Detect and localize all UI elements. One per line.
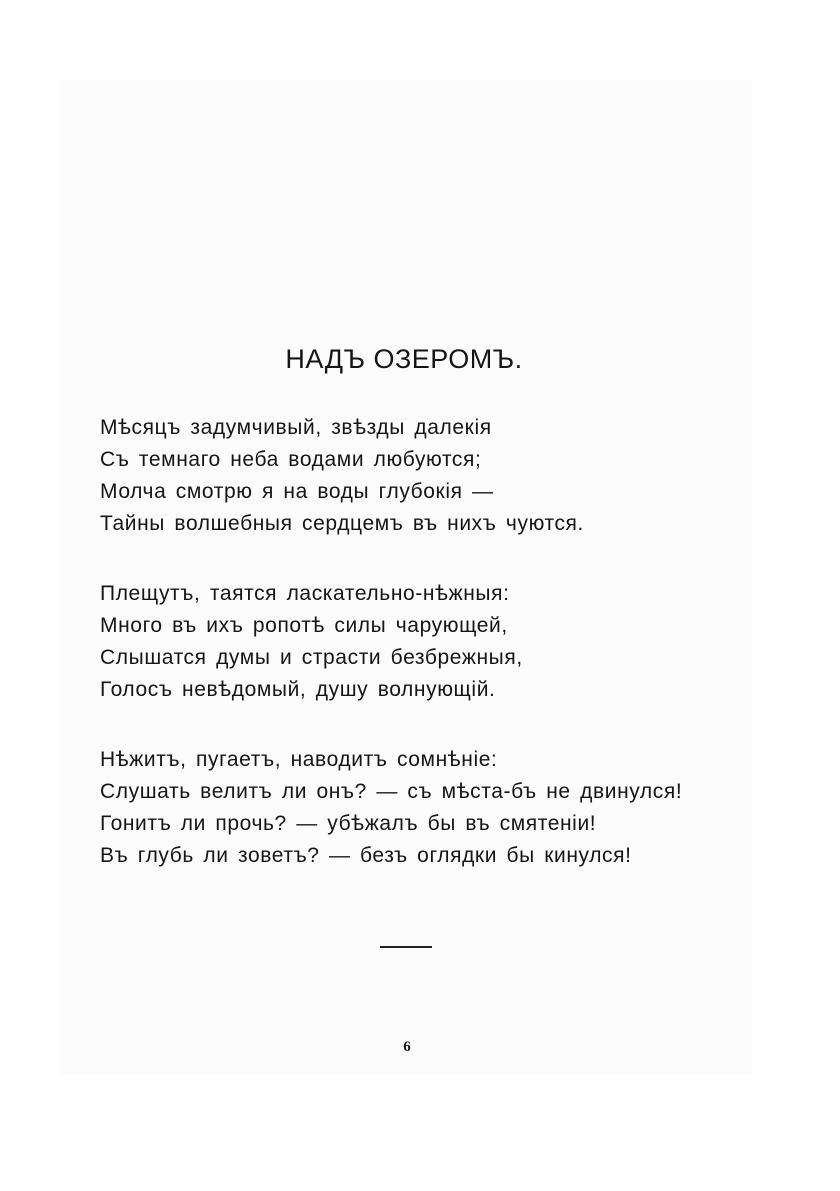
poem-line: Гонитъ ли прочь? — убѣжалъ бы въ смятеніи!: [100, 812, 597, 835]
poem-line: Голосъ невѣдомый, душу волнующій.: [100, 678, 496, 701]
poem-line: Слушать велитъ ли онъ? — съ мѣста-бъ не двинулся!: [100, 780, 683, 803]
poem-line: Тайны волшебныя сердцемъ въ нихъ чуются.: [100, 512, 584, 535]
stanza-3: [100, 744, 740, 872]
poem-line: Съ темнаго неба водами любуются;: [100, 448, 482, 471]
poem-line: Нѣжитъ, пугаетъ, наводитъ сомнѣніе:: [100, 748, 498, 771]
poem-line: Въ глубь ли зоветъ? — безъ оглядки бы кинулся!: [100, 844, 632, 867]
stanza-1: [100, 412, 740, 540]
page-number: 6: [403, 1039, 411, 1055]
end-divider: [380, 946, 432, 948]
stanza-2: [100, 578, 740, 706]
poem-line: Много въ ихъ ропотѣ силы чарующей,: [100, 614, 508, 637]
poem-line: Слышатся думы и страсти безбрежныя,: [100, 646, 523, 669]
poem-title: НАДЪ ОЗЕРОМЪ.: [285, 344, 523, 374]
poem-line: Мѣсяцъ задумчивый, звѣзды далекія: [100, 416, 492, 439]
poem-body: [100, 412, 740, 910]
poem-line: Плещутъ, таятся ласкательно-нѣжныя:: [100, 582, 510, 605]
poem-line: Молча смотрю я на воды глубокія —: [100, 480, 494, 503]
